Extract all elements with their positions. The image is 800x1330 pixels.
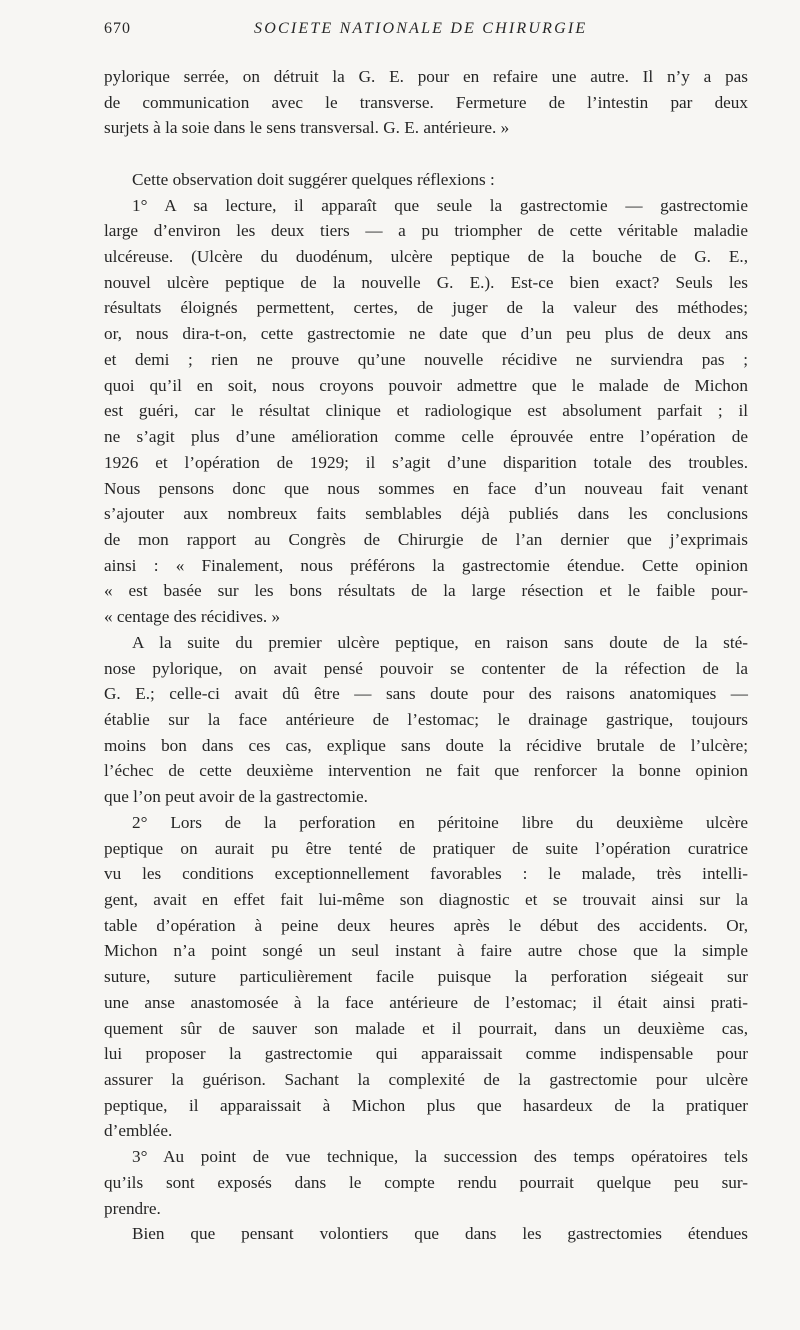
text-line: qu’ils sont exposés dans le compte rendu pourrait quelque peu sur-	[104, 1172, 748, 1192]
text-line: ulcéreuse. (Ulcère du duodénum, ulcère peptique de la bouche de G. E.,	[104, 247, 748, 267]
text-line: quoi qu’il en soit, nous croyons pouvoir admettre que le malade de Michon	[104, 375, 748, 395]
text-line: peptique on aurait pu être tenté de pratiquer de suite l’opération curatrice	[104, 838, 748, 858]
text-line: Cette observation doit suggérer quelques réflexions :	[132, 169, 495, 189]
text-line: nose pylorique, on avait pensé pouvoir se contenter de la réfection de la	[104, 658, 748, 678]
text-line: surjets à la soie dans le sens transversal. G. E. antérieure. »	[104, 118, 510, 138]
text-line: ainsi : « Finalement, nous préférons la gastrectomie étendue. Cette opinion	[104, 555, 748, 575]
body-text	[104, 64, 748, 1247]
text-line: gent, avait en effet fait lui-même son diagnostic et se trouvait ainsi sur la	[104, 890, 748, 909]
text-line: « centage des récidives. »	[104, 607, 281, 627]
text-line: quement sûr de sauver son malade et il pourrait, dans un deuxième cas,	[104, 1018, 748, 1038]
page-number: 670	[104, 20, 131, 37]
text-line: 1926 et l’opération de 1929; il s’agit d’une disparition totale des troubles.	[104, 452, 748, 472]
text-line: 2° Lors de la perforation en péritoine libre du deuxième ulcère	[132, 812, 748, 832]
text-line: prendre.	[104, 1198, 161, 1218]
text-line: 1° A sa lecture, il apparaît que seule la gastrectomie — gastrectomie	[132, 195, 748, 215]
text-line: lui proposer la gastrectomie qui apparaissait comme indispensable pour	[104, 1044, 748, 1064]
text-line: peptique, il apparaissait à Michon plus que hasardeux de la pratiquer	[104, 1095, 748, 1115]
text-line: nouvel ulcère peptique de la nouvelle G. E.). Est-ce bien exact? Seuls les	[104, 272, 748, 292]
text-line: ne s’agit plus d’une amélioration comme celle éprouvée entre l’opération de	[104, 427, 748, 447]
text-line: « est basée sur les bons résultats de la large résection et le faible pour-	[104, 581, 748, 601]
text-line: une anse anastomosée à la face antérieure de l’estomac; il était ainsi prati-	[104, 992, 748, 1012]
text-line: or, nous dira-t-on, cette gastrectomie ne date que d’un peu plus de deux ans	[104, 324, 748, 344]
text-line: de mon rapport au Congrès de Chirurgie de l’an dernier que j’exprimais	[104, 529, 748, 549]
text-line: s’ajouter aux nombreux faits semblables déjà publiés dans les conclusions	[104, 504, 748, 524]
text-line: que l’on peut avoir de la gastrectomie.	[104, 787, 368, 807]
paragraph-gap	[104, 141, 748, 167]
text-line: assurer la guérison. Sachant la complexité de la gastrectomie pour ulcère	[104, 1070, 748, 1090]
text-line: suture, suture particulièrement facile puisque la perforation siégeait sur	[104, 967, 748, 987]
text-line: Michon n’a point songé un seul instant à faire autre chose que la simple	[104, 941, 748, 961]
text-line: vu les conditions exceptionnellement favorables : le malade, très intelli-	[104, 864, 748, 884]
text-line: l’échec de cette deuxième intervention ne fait que renforcer la bonne opinion	[104, 761, 748, 781]
text-line: est guéri, car le résultat clinique et radiologique est absolument parfait ; il	[104, 401, 748, 421]
text-line: A la suite du premier ulcère peptique, en raison sans doute de la sté-	[132, 632, 748, 652]
text-line: Bien que pensant volontiers que dans les gastrectomies étendues	[132, 1224, 748, 1244]
text-line: table d’opération à peine deux heures après le début des accidents. Or,	[104, 915, 748, 935]
text-line: et demi ; rien ne prouve qu’une nouvelle récidive ne surviendra pas ;	[104, 349, 748, 369]
text-line: résultats éloignés permettent, certes, de juger de la valeur des méthodes;	[104, 298, 748, 318]
text-line: large d’environ les deux tiers — a pu triompher de cette véritable maladie	[104, 221, 748, 241]
page-header	[104, 20, 748, 44]
text-line: d’emblée.	[104, 1121, 173, 1141]
text-line: de communication avec le transverse. Fermeture de l’intestin par deux	[104, 92, 748, 112]
text-line: G. E.; celle-ci avait dû être — sans doute pour des raisons anatomiques —	[104, 684, 748, 704]
text-line: Nous pensons donc que nous sommes en face d’un nouveau fait venant	[104, 478, 748, 498]
text-line: établie sur la face antérieure de l’estomac; le drainage gastrique, toujours	[104, 709, 748, 729]
text-line: 3° Au point de vue technique, la succession des temps opératoires tels	[132, 1147, 748, 1167]
text-line: pylorique serrée, on détruit la G. E. pour en refaire une autre. Il n’y a pas	[104, 67, 748, 86]
running-title: SOCIETE NATIONALE DE CHIRURGIE	[254, 20, 588, 37]
text-line: moins bon dans ces cas, explique sans doute la récidive brutale de l’ulcère;	[104, 735, 748, 755]
